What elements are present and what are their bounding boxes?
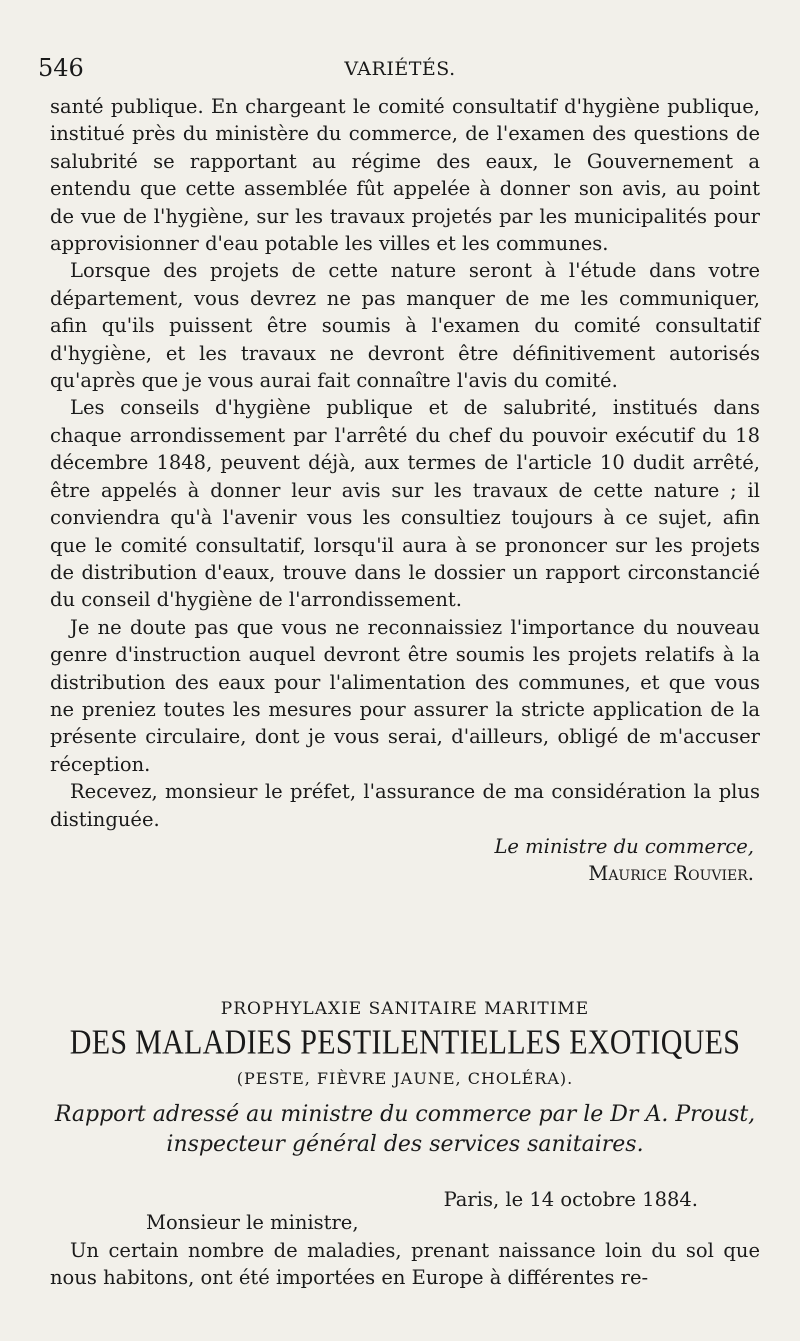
running-head bbox=[38, 54, 762, 84]
section-kicker: PROPHYLAXIE SANITAIRE MARITIME bbox=[220, 999, 590, 1019]
paragraph-continuation: santé publique. En chargeant le comité consultatif d'hygiène publique, institué près du ministère du commerce, de l'examen des questions de salubrité se rapportant au régime des eaux, le Gouvernement a entendu que cette assemblée fût appelée à donner son avis, au point de vue de l'hygiène, sur les travaux projetés par les municipalités pour approvisionner d'eau potable les villes et les communes. bbox=[50, 95, 760, 256]
paragraph: Les conseils d'hygiène publique et de salubrité, institués dans chaque arrondissement par l'arrêté du chef du pouvoir exécutif du 18 décembre 1848, peuvent déjà, aux termes de l'article 10 dudit arrêté, être appelés à donner leur avis sur les travaux de cette nature ; il conviendra qu'à l'avenir vous les consultiez toujours à ce sujet, afin que le comité consultatif, lorsqu'il aura à se prononcer sur les projets de distribution d'eaux, trouve dans le dossier un rapport circonstancié du conseil d'hygiène de l'arrondissement. bbox=[50, 396, 760, 612]
section-subtitle: (PESTE, FIÈVRE JAUNE, CHOLÉRA). bbox=[236, 1069, 574, 1088]
letter-opening: Un certain nombre de maladies, prenant naissance loin du sol que nous habitons, ont été importées en Europe à différentes re- bbox=[50, 1238, 760, 1290]
page-number: 546 bbox=[38, 54, 84, 82]
report-attribution: Rapport adressé au ministre du commerce par le Dr A. Proust, bbox=[54, 1102, 756, 1127]
running-title: VARIÉTÉS. bbox=[344, 58, 456, 80]
signature-role: Le ministre du commerce, bbox=[494, 834, 754, 858]
salutation: Monsieur le ministre, bbox=[146, 1211, 359, 1235]
paragraph: Lorsque des projets de cette nature seront à l'étude dans votre département, vous devrez ne pas manquer de me les communiquer, afin qu'ils puissent être soumis à l'examen du comité consultatif d'hygiène, et les travaux ne devront être définitivement autorisés qu'après que je vous aurai fait connaître l'avis du comité. bbox=[50, 259, 760, 393]
report-author-title: inspecteur général des services sanitaires. bbox=[166, 1132, 644, 1157]
dateline: Paris, le 14 octobre 1884. bbox=[443, 1188, 698, 1211]
circular-body bbox=[50, 93, 760, 888]
signature-name: Maurice Rouvier. bbox=[588, 862, 754, 886]
paragraph: Je ne doute pas que vous ne reconnaissiez l'importance du nouveau genre d'instruction auquel devront être soumis les projets relatifs à la distribution des eaux pour l'alimentation des communes, et que vous ne preniez toutes les mesures pour assurer la stricte application de la présente circulaire, dont je vous serai, d'ailleurs, obligé de m'accuser réception. bbox=[50, 615, 760, 776]
closing-formula: Recevez, monsieur le préfet, l'assurance de ma considération la plus distinguée. bbox=[50, 780, 760, 831]
report-letter bbox=[50, 1186, 760, 1292]
section-title: DES MALADIES PESTILENTIELLES EXOTIQUES bbox=[69, 1023, 741, 1062]
section-heading bbox=[50, 996, 760, 1160]
